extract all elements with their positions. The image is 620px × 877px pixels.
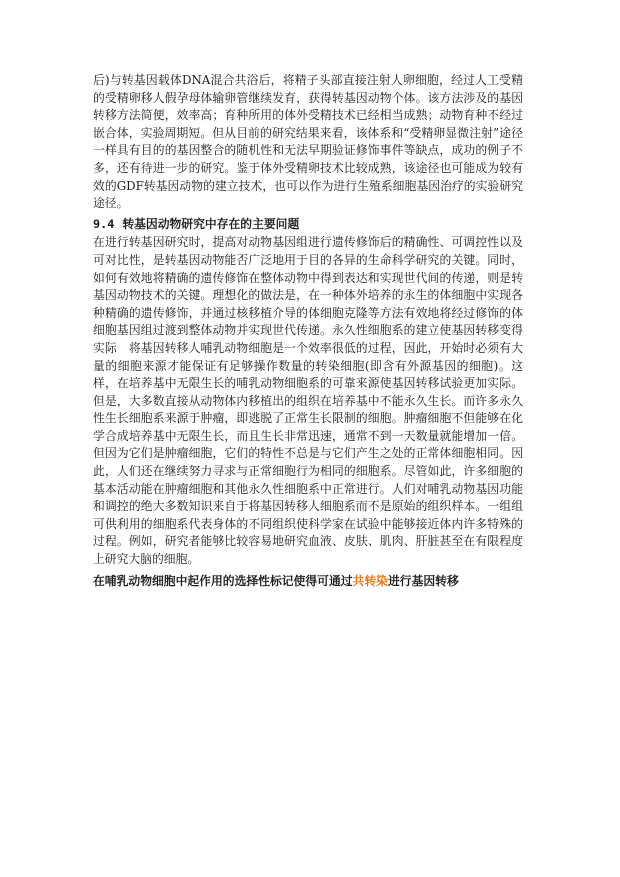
body-paragraph-1: 后)与转基因载体DNA混合共浴后，将精子头部直接注射人卵细胞，经过人工受精的受精卵移人假孕母体输卵管继续发育，获得转基因动物个体。该方法涉及的基因转移方法简便，效率高；育种所用的体外受精技术已经相当成熟；动物育种不经过嵌合体，实验周期短。但从目前的研究结果来看，该体系和“受精卵显微注射”途径一样具有目的的基因整合的随机性和无法早期验证修饰事件等缺点，成功的例子不多，还有待进一步的研究。鉴于体外受精卵技术比较成熟，该途径也可能成为较有效的GDF转基因动物的建立技术，也可以作为进行生殖系细胞基因治疗的实验研究途径。 <box>93 73 523 211</box>
section-title: 转基因动物研究中存在的主要问题 <box>122 216 300 231</box>
lead-text-after: 进行基因转移 <box>387 573 459 588</box>
document-page <box>93 72 523 590</box>
body-paragraph-2: 在进行转基因研究时，提高对动物基因组进行遗传修饰后的精确性、可调控性以及可对比性，是转基因动物能否广泛地用于目的各异的生命科学研究的关键。同时，如何有效地将精确的遗传修饰在整体动物中得到表达和实现世代间的传递，则是转基因动物技术的关键。理想化的做法是，在一种体外培养的永生的体细胞中实现各种精确的遗传修饰，并通过核移植介导的体细胞克隆等方法有效地将经过修饰的体细胞基因组过渡到整体动物并实现世代传递。永久性细胞系的建立使基因转移变得实际 将基因转移人哺乳动物细胞是一个效率很低的过程，因此，开始时必须有大量的细胞来源才能保证有足够操作数量的转染细胞(即含有外源基因的细胞)。这样，在培养基中无限生长的哺乳动物细胞系的可靠来源使基因转移试验更加实际。但是，大多数直接从动物体内移植出的组织在培养基中不能永久生长。而许多永久性生长细胞系来源于肿瘤，即逃脱了正常生长限制的细胞。肿瘤细胞不但能够在化学合成培养基中无限生长，而且生长非常迅速，通常不到一天数量就能增加一倍。但因为它们是肿瘤细胞，它们的特性不总是与它们产生之处的正常体细胞相同。因此，人们还在继续努力寻求与正常细胞行为相同的细胞系。尽管如此，许多细胞的基本活动能在肿瘤细胞和其他永久性细胞系中正常进行。人们对哺乳动物基因功能和调控的绝大多数知识来自于将基因转移人细胞系而不是原始的组织样本。一组组可供利用的细胞系代表身体的不同组织使科学家在试验中能够接近体内许多特殊的过程。例如，研究者能够比较容易地研究血液、皮肤、肌肉、肝脏甚至在有限程度上研究大脑的细胞。 <box>93 235 523 567</box>
section-number: 9.4 <box>93 216 115 231</box>
highlighted-term: 共转染 <box>352 573 388 588</box>
subsection-lead-line <box>93 573 523 591</box>
lead-text-before: 在哺乳动物细胞中起作用的选择性标记使得可通过 <box>93 573 353 588</box>
section-heading <box>93 216 523 234</box>
